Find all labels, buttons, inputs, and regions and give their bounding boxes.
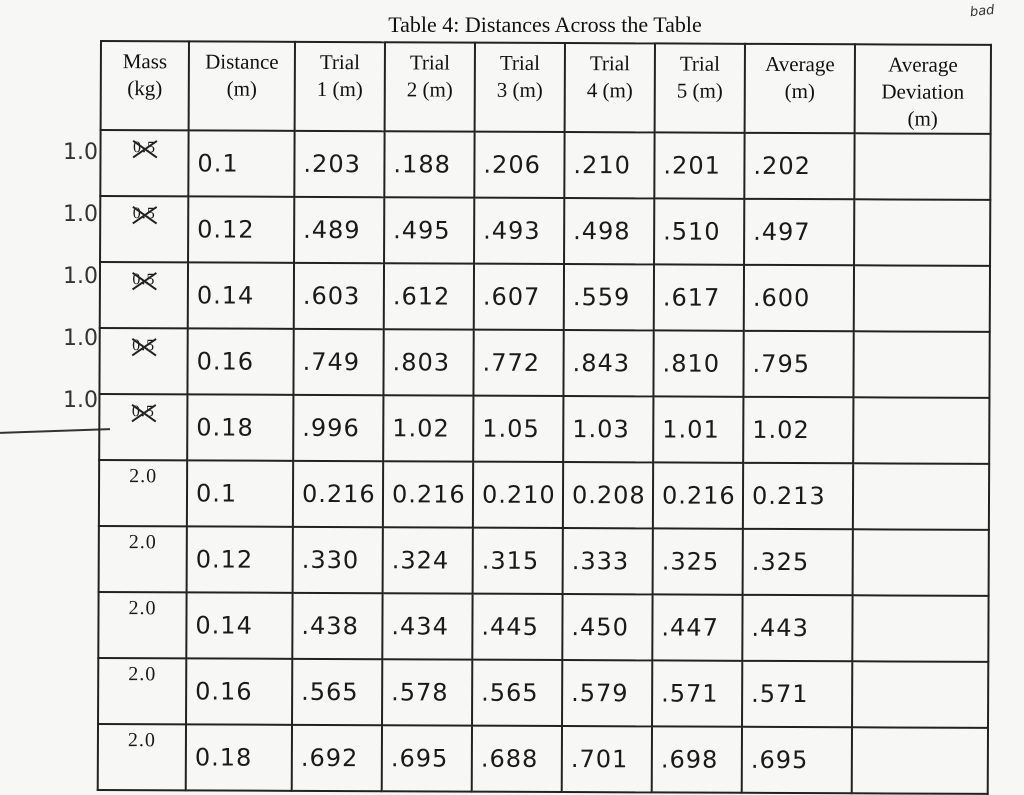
trial-3-cell: .206 — [474, 132, 564, 198]
header-trial-4: Trial 4 (m) — [565, 43, 655, 132]
trial-5-cell: .617 — [654, 264, 744, 330]
trial-3-cell: 1.05 — [473, 396, 563, 462]
trial-2-cell: .695 — [382, 725, 472, 791]
trial-1-cell: .203 — [294, 131, 384, 197]
average-deviation-cell — [854, 265, 990, 332]
struck-mass-value: 0.5 — [132, 271, 156, 289]
margin-mass-note: 1.0 — [63, 202, 98, 227]
trial-5-cell: .698 — [652, 726, 742, 792]
table-row — [98, 592, 988, 662]
trial-3-cell: .493 — [474, 198, 564, 264]
average-cell: 1.02 — [743, 397, 853, 463]
margin-mass-note: 1.0 — [63, 326, 98, 351]
mass-value: 2.0 — [127, 729, 156, 752]
table-caption: Table 4: Distances Across the Table — [388, 12, 702, 37]
trial-3-cell: .688 — [472, 726, 562, 792]
table-row — [100, 262, 990, 332]
trial-2-cell: .324 — [383, 527, 473, 593]
mass-cell — [100, 262, 188, 328]
trial-1-cell: .565 — [292, 659, 382, 725]
trial-1-cell: .692 — [292, 725, 382, 791]
average-cell: .325 — [743, 529, 853, 595]
trial-1-cell: .996 — [293, 395, 383, 461]
margin-mass-note: 1.0 — [63, 388, 98, 413]
trial-5-cell: 1.01 — [653, 396, 743, 462]
header-mass: Mass (kg) — [101, 41, 189, 130]
average-cell: .443 — [742, 595, 852, 661]
trial-3-cell: 0.210 — [473, 462, 563, 528]
corner-note: bad — [968, 2, 995, 21]
trial-2-cell: 0.216 — [383, 461, 473, 527]
table-row — [98, 724, 988, 794]
trial-5-cell: .810 — [653, 330, 743, 396]
average-cell: 0.213 — [743, 463, 853, 529]
margin-divider-line — [0, 428, 110, 434]
mass-value: 2.0 — [128, 663, 157, 686]
header-average: Average (m) — [745, 44, 855, 133]
struck-mass-value: 0.5 — [132, 337, 156, 355]
trial-3-cell: .607 — [474, 264, 564, 330]
trial-4-cell: .450 — [562, 594, 652, 660]
distance-cell: 0.14 — [188, 262, 294, 328]
average-cell: .202 — [744, 133, 854, 199]
trial-4-cell: .210 — [564, 132, 654, 198]
distances-table — [97, 40, 992, 795]
trial-4-cell: .559 — [564, 264, 654, 330]
trial-3-cell: .565 — [472, 660, 562, 726]
average-deviation-cell — [854, 199, 990, 266]
distance-cell: 0.1 — [188, 130, 294, 196]
distance-cell: 0.18 — [186, 724, 292, 790]
header-trial-3: Trial 3 (m) — [475, 43, 565, 132]
distance-cell: 0.16 — [186, 658, 292, 724]
trial-1-cell: 0.216 — [293, 461, 383, 527]
trial-5-cell: .201 — [654, 132, 744, 198]
trial-4-cell: 1.03 — [563, 396, 653, 462]
table-row — [99, 460, 989, 530]
table-row — [99, 394, 989, 464]
distance-cell: 0.12 — [188, 196, 294, 262]
trial-4-cell: .579 — [562, 660, 652, 726]
trial-2-cell: .578 — [382, 659, 472, 725]
trial-3-cell: .772 — [473, 330, 563, 396]
trial-1-cell: .603 — [294, 263, 384, 329]
mass-cell — [99, 394, 187, 460]
trial-4-cell: .701 — [562, 726, 652, 792]
trial-4-cell: 0.208 — [563, 462, 653, 528]
trial-1-cell: .489 — [294, 197, 384, 263]
trial-1-cell: .330 — [293, 527, 383, 593]
trial-2-cell: .434 — [382, 593, 472, 659]
header-trial-1: Trial 1 (m) — [295, 42, 385, 131]
distance-cell: 0.16 — [187, 328, 293, 394]
trial-4-cell: .843 — [563, 330, 653, 396]
trial-3-cell: .315 — [473, 528, 563, 594]
table-row — [100, 196, 990, 266]
trial-1-cell: .749 — [293, 329, 383, 395]
average-cell: .795 — [743, 331, 853, 397]
table-row — [99, 526, 989, 596]
trial-5-cell: 0.216 — [653, 462, 743, 528]
average-deviation-cell — [853, 529, 989, 596]
trial-5-cell: .447 — [652, 594, 742, 660]
struck-mass-value: 0.5 — [132, 205, 156, 223]
mass-value: 2.0 — [128, 597, 157, 620]
header-trial-5: Trial 5 (m) — [655, 43, 745, 132]
margin-mass-note: 1.0 — [63, 140, 98, 165]
trial-2-cell: .495 — [384, 197, 474, 263]
distance-cell: 0.14 — [186, 592, 292, 658]
average-deviation-cell — [853, 397, 989, 464]
trial-4-cell: .498 — [564, 198, 654, 264]
mass-cell — [99, 526, 187, 592]
trial-5-cell: .510 — [654, 198, 744, 264]
trial-2-cell: .803 — [383, 329, 473, 395]
distance-cell: 0.1 — [187, 460, 293, 526]
average-deviation-cell — [852, 661, 988, 728]
trial-4-cell: .333 — [563, 528, 653, 594]
mass-cell — [98, 724, 186, 790]
trial-1-cell: .438 — [292, 593, 382, 659]
mass-cell — [100, 196, 188, 262]
mass-cell — [100, 130, 188, 196]
distance-cell: 0.18 — [187, 394, 293, 460]
struck-mass-value: 0.5 — [132, 139, 157, 157]
table-row — [99, 328, 989, 398]
mass-value: 2.0 — [129, 465, 158, 488]
table-row — [100, 130, 990, 200]
table-row — [98, 658, 988, 728]
mass-cell — [99, 460, 187, 526]
mass-cell — [98, 592, 186, 658]
header-average-deviation: Average Deviation (m) — [855, 44, 991, 134]
mass-cell — [98, 658, 186, 724]
average-cell: .497 — [744, 199, 854, 265]
trial-3-cell: .445 — [472, 594, 562, 660]
mass-value: 2.0 — [128, 531, 157, 554]
mass-cell — [99, 328, 187, 394]
trial-5-cell: .325 — [653, 528, 743, 594]
struck-mass-value: 0.5 — [131, 403, 155, 421]
average-deviation-cell — [854, 133, 990, 200]
header-distance: Distance (m) — [189, 41, 295, 130]
average-cell: .571 — [742, 661, 852, 727]
trial-2-cell: 1.02 — [383, 395, 473, 461]
average-deviation-cell — [853, 463, 989, 530]
header-trial-2: Trial 2 (m) — [385, 42, 475, 131]
trial-2-cell: .612 — [384, 263, 474, 329]
margin-mass-note: 1.0 — [63, 264, 98, 289]
average-cell: .695 — [742, 727, 852, 793]
header-row — [101, 41, 991, 134]
trial-5-cell: .571 — [652, 660, 742, 726]
table-body — [98, 130, 991, 794]
average-deviation-cell — [852, 727, 988, 794]
average-cell: .600 — [744, 265, 854, 331]
trial-2-cell: .188 — [384, 131, 474, 197]
average-deviation-cell — [853, 331, 989, 398]
distance-cell: 0.12 — [187, 526, 293, 592]
average-deviation-cell — [852, 595, 988, 662]
